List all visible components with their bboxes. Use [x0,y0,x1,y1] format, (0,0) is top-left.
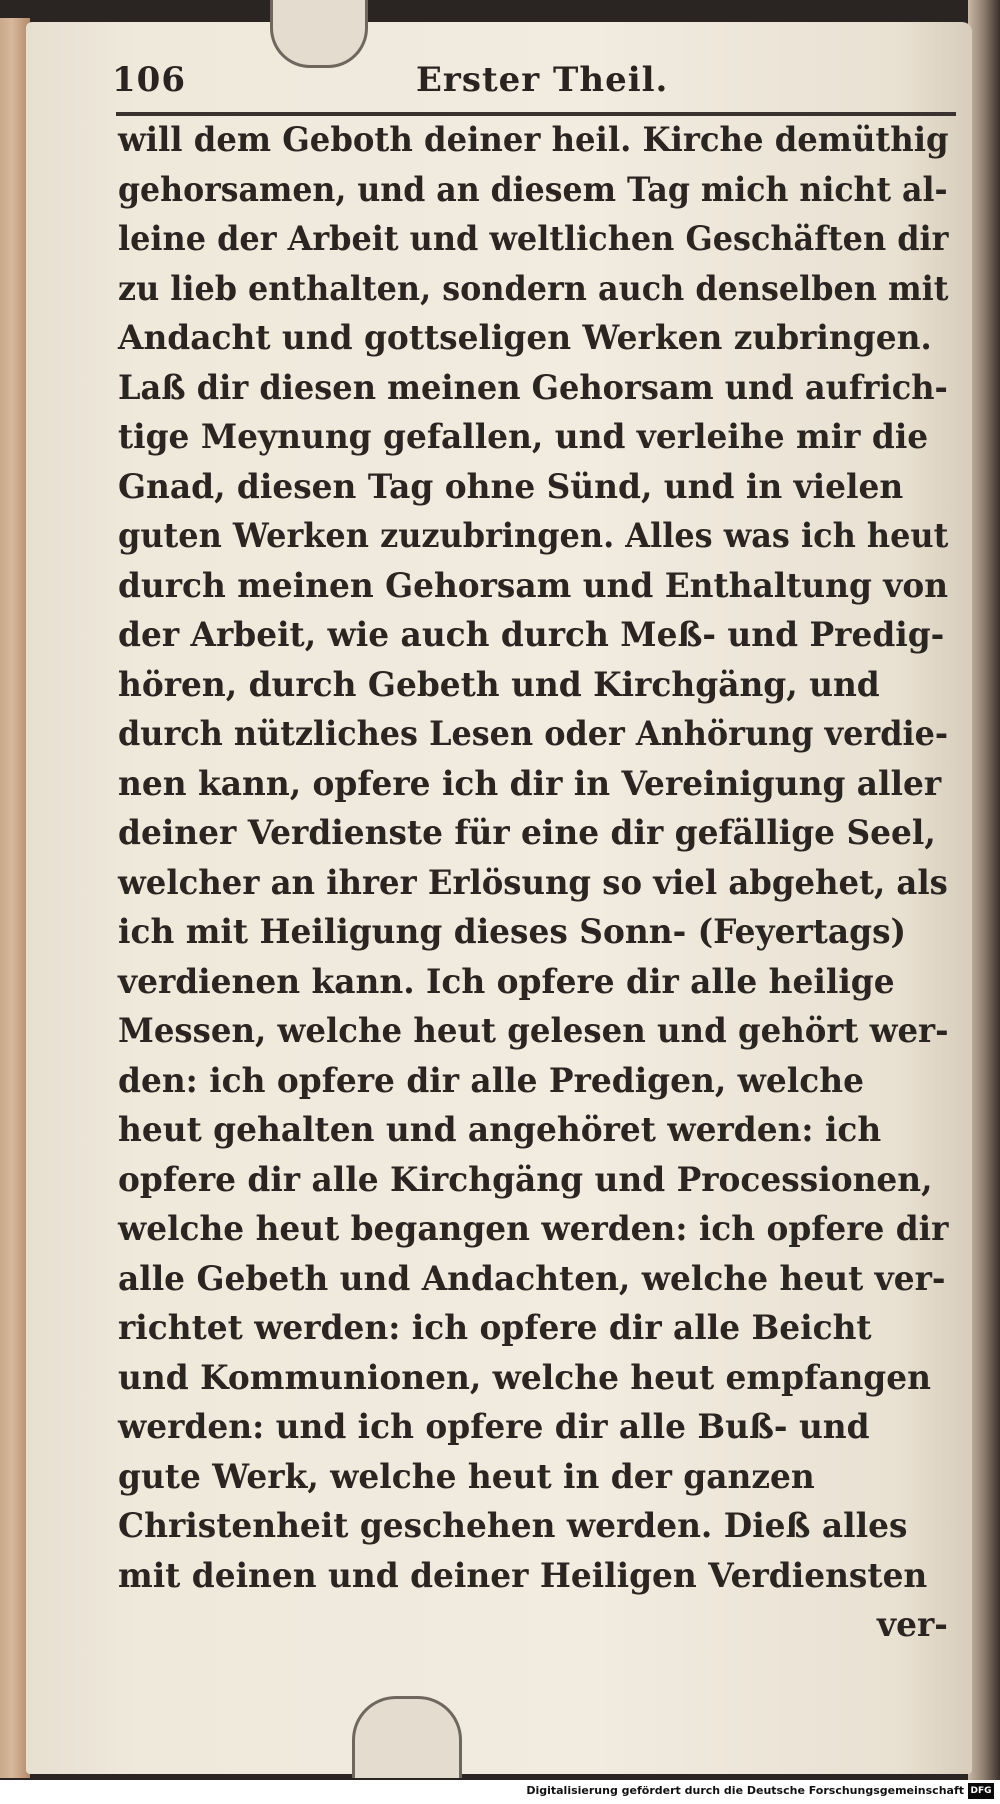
text-line: tige Meynung gefallen, und verleihe mir die [118,417,929,457]
text-line: heut gehalten und angehöret werden: ich [118,1110,882,1150]
text-line: Gnad, diesen Tag ohne Sünd, und in vielen [118,466,904,507]
text-line: den: ich opfere dir alle Predigen, welche [118,1060,864,1101]
text-line: deiner Verdienste für eine dir gefällige Seel, [118,813,936,853]
text-line: und Kommunionen, welche heut empfangen [118,1357,931,1398]
running-head: Erster Theil. [416,60,669,100]
digitization-footer [0,1780,1000,1804]
text-line: opfere dir alle Kirchgäng und Processionen, [118,1159,933,1200]
text-line: will dem Geboth deiner heil. Kirche demüthig [118,120,949,160]
text-line: Messen, welche heut gelesen und gehört wer- [118,1011,949,1051]
page-clip-top [270,0,368,68]
text-line: hören, durch Gebeth und Kirchgäng, und [118,664,880,705]
text-line: alle Gebeth und Andachten, welche heut ver- [118,1258,946,1299]
text-line: Andacht und gottseligen Werken zubringen. [118,318,932,358]
text-line: der Arbeit, wie auch durch Meß- und Predig- [118,615,945,655]
text-line: nen kann, opfere ich dir in Vereinigung aller [118,763,942,804]
text-line: werden: und ich opfere dir alle Buß- und [118,1407,870,1447]
text-line: durch nützliches Lesen oder Anhörung verdie- [118,714,949,754]
text-line: guten Werken zuzubringen. Alles was ich heut [118,516,949,556]
text-line: welcher an ihrer Erlösung so viel abgehet, als [118,862,948,903]
text-line: Christenheit geschehen werden. Dieß alles [118,1506,908,1546]
text-line: zu lieb enthalten, sondern auch denselben mit [118,268,949,309]
page-clip-bottom [352,1696,462,1778]
text-line: mit deinen und deiner Heiligen Verdiensten [118,1555,928,1596]
body-text [118,116,978,1651]
dfg-logo: DFG [968,1783,994,1799]
page-number: 106 [112,60,186,100]
text-line: leine der Arbeit und weltlichen Geschäften dir [118,219,949,259]
text-line: gehorsamen, und an diesem Tag mich nicht al- [118,169,948,210]
text-line: richtet werden: ich opfere dir alle Beicht [118,1308,872,1348]
catchword: ver- [877,1605,948,1645]
text-line: durch meinen Gehorsam und Enthaltung von [118,565,949,606]
text-line: welche heut begangen werden: ich opfere dir [118,1209,949,1249]
text-line: verdienen kann. Ich opfere dir alle heilige [118,961,895,1002]
text-line: Laß dir diesen meinen Gehorsam und aufrich- [118,367,948,408]
text-line: gute Werk, welche heut in der ganzen [118,1456,815,1497]
text-line: ich mit Heiligung dieses Sonn- (Feyertags) [118,912,907,952]
funding-credit: Digitalisierung gefördert durch die Deutsche Forschungsgemeinschaft [526,1784,964,1797]
page-header [112,60,960,110]
